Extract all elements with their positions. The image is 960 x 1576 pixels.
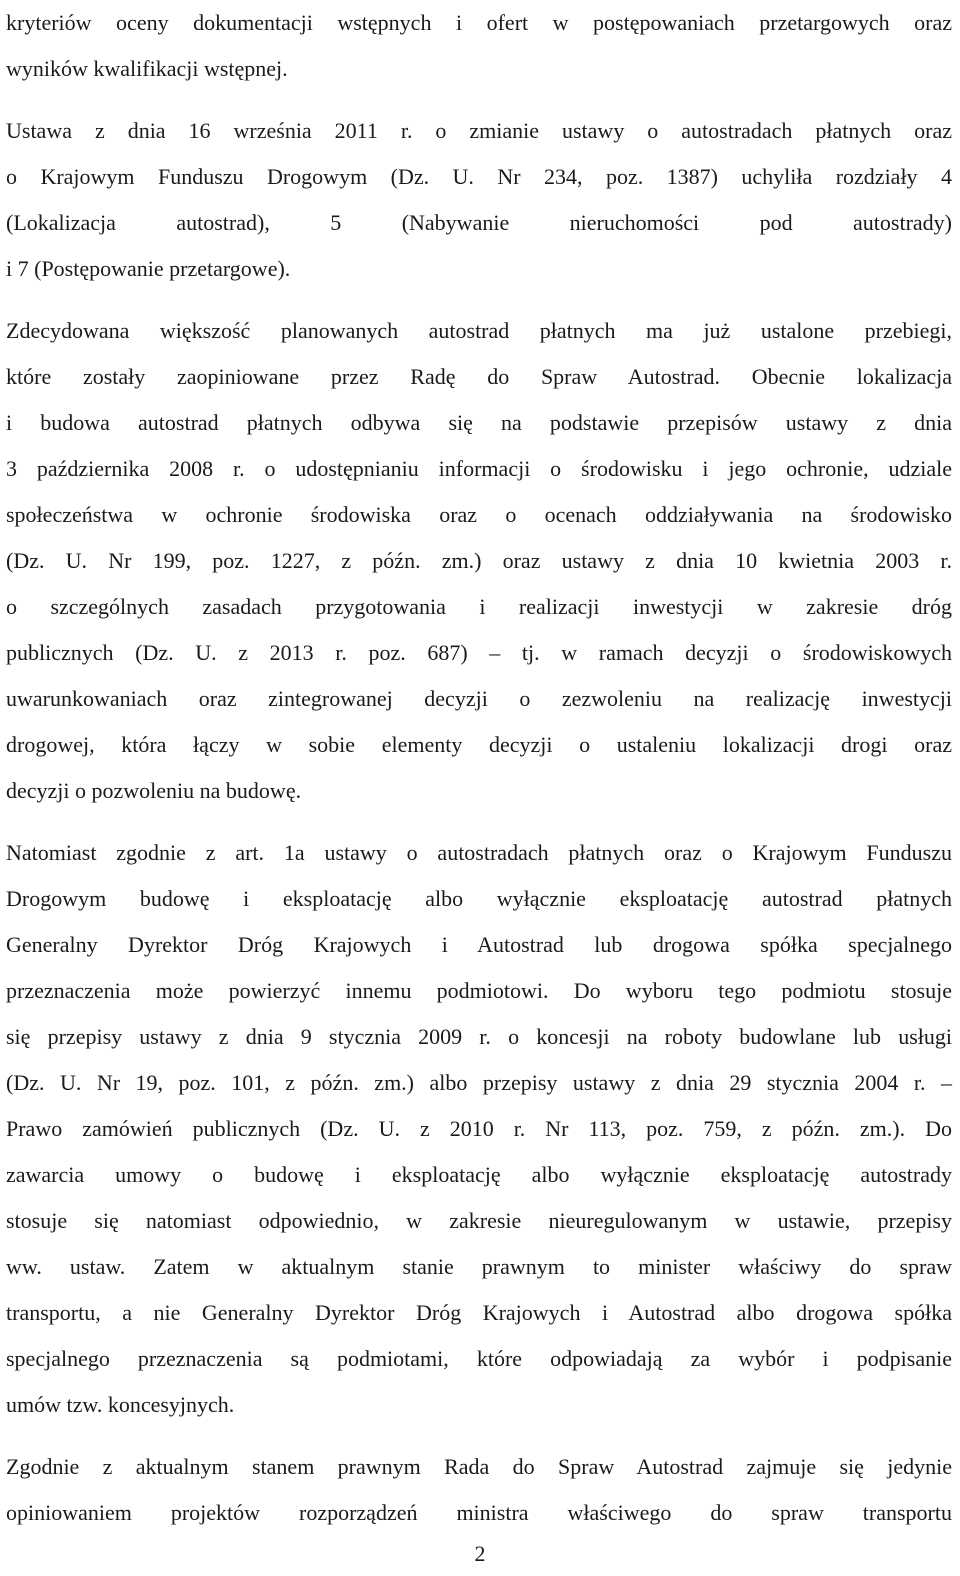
text-line: uwarunkowaniach oraz zintegrowanej decyzji o zezwoleniu na realizację inwestycji [6, 686, 952, 711]
text-line: publicznych (Dz. U. z 2013 r. poz. 687) – tj. w ramach decyzji o środowiskowych [6, 640, 952, 665]
paragraph [6, 108, 952, 292]
text-line: kryteriów oceny dokumentacji wstępnych i ofert w postępowaniach przetargowych oraz [6, 10, 952, 35]
paragraph [6, 0, 952, 92]
text-line: społeczeństwa w ochronie środowiska oraz o ocenach oddziaływania na środowisko [6, 502, 952, 527]
text-line: (Lokalizacja autostrad), 5 (Nabywanie nieruchomości pod autostrady) [6, 210, 952, 235]
paragraph [6, 308, 952, 814]
text-line: 3 października 2008 r. o udostępnianiu informacji o środowisku i jego ochronie, udziale [6, 456, 952, 481]
text-line: Prawo zamówień publicznych (Dz. U. z 2010 r. Nr 113, poz. 759, z późn. zm.). Do [6, 1116, 952, 1141]
paragraph [6, 1444, 952, 1536]
text-line: zawarcia umowy o budowę i eksploatację albo wyłącznie eksploatację autostrady [6, 1162, 952, 1187]
text-line: transportu, a nie Generalny Dyrektor Dróg Krajowych i Autostrad albo drogowa spółka [6, 1300, 952, 1325]
text-line: (Dz. U. Nr 199, poz. 1227, z późn. zm.) oraz ustawy z dnia 10 kwietnia 2003 r. [6, 548, 952, 573]
text-line: się przepisy ustawy z dnia 9 stycznia 2009 r. o koncesji na roboty budowlane lub usługi [6, 1024, 952, 1049]
text-line: Ustawa z dnia 16 września 2011 r. o zmianie ustawy o autostradach płatnych oraz [6, 118, 952, 143]
paragraph-gap [6, 292, 952, 308]
paragraph-gap [6, 1428, 952, 1444]
text-line: Zdecydowana większość planowanych autostrad płatnych ma już ustalone przebiegi, [6, 318, 952, 343]
paragraph [6, 830, 952, 1428]
text-line: wyników kwalifikacji wstępnej. [6, 56, 288, 81]
text-line: Zgodnie z aktualnym stanem prawnym Rada do Spraw Autostrad zajmuje się jedynie [6, 1454, 952, 1479]
paragraph-gap [6, 92, 952, 108]
text-line: przeznaczenia może powierzyć innemu podmiotowi. Do wyboru tego podmiotu stosuje [6, 978, 952, 1003]
text-line: Drogowym budowę i eksploatację albo wyłącznie eksploatację autostrad płatnych [6, 886, 952, 911]
text-line: i 7 (Postępowanie przetargowe). [6, 256, 291, 281]
text-line: stosuje się natomiast odpowiednio, w zakresie nieuregulowanym w ustawie, przepisy [6, 1208, 952, 1233]
text-line: i budowa autostrad płatnych odbywa się na podstawie przepisów ustawy z dnia [6, 410, 952, 435]
text-line: drogowej, która łączy w sobie elementy decyzji o ustaleniu lokalizacji drogi oraz [6, 732, 952, 757]
page-number: 2 [474, 1541, 486, 1566]
text-line: Generalny Dyrektor Dróg Krajowych i Autostrad lub drogowa spółka specjalnego [6, 932, 952, 957]
text-line: o szczególnych zasadach przygotowania i realizacji inwestycji w zakresie dróg [6, 594, 952, 619]
text-line: (Dz. U. Nr 19, poz. 101, z późn. zm.) albo przepisy ustawy z dnia 29 stycznia 2004 r. – [6, 1070, 952, 1095]
text-line: ww. ustaw. Zatem w aktualnym stanie prawnym to minister właściwy do spraw [6, 1254, 952, 1279]
text-line: Natomiast zgodnie z art. 1a ustawy o autostradach płatnych oraz o Krajowym Funduszu [6, 840, 952, 865]
text-line: opiniowaniem projektów rozporządzeń ministra właściwego do spraw transportu [6, 1500, 952, 1525]
text-line: o Krajowym Funduszu Drogowym (Dz. U. Nr 234, poz. 1387) uchyliła rozdziały 4 [6, 164, 952, 189]
text-line: decyzji o pozwoleniu na budowę. [6, 778, 302, 803]
text-line: specjalnego przeznaczenia są podmiotami, które odpowiadają za wybór i podpisanie [6, 1346, 952, 1371]
document-page [6, 0, 952, 1536]
paragraph-gap [6, 814, 952, 830]
text-line: które zostały zaopiniowane przez Radę do Spraw Autostrad. Obecnie lokalizacja [6, 364, 952, 389]
text-line: umów tzw. koncesyjnych. [6, 1392, 235, 1417]
